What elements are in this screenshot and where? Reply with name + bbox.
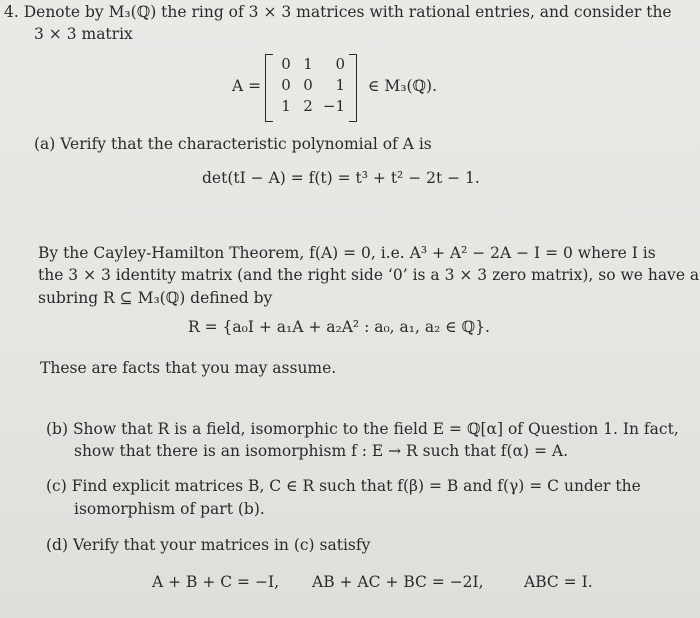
part-d-prompt: (d) Verify that your matrices in (c) satisfy <box>46 536 371 554</box>
part-c-line2: isomorphism of part (b). <box>74 500 265 518</box>
matrix-cell: 0 <box>303 76 313 94</box>
cayley-hamilton-line3: subring R ⊆ M₃(ℚ) defined by <box>38 289 273 307</box>
matrix-lhs: A = <box>232 77 262 95</box>
part-b-line2: show that there is an isomorphism f : E → R such that f(α) = A. <box>74 442 569 460</box>
matrix-cell: 0 <box>281 76 291 94</box>
assumption-note: These are facts that you may assume. <box>40 359 337 377</box>
matrix-cell: 1 <box>303 55 313 73</box>
matrix-a <box>265 54 357 120</box>
matrix-cell: −1 <box>322 97 345 115</box>
matrix-cell: 1 <box>335 76 345 94</box>
matrix-grid <box>275 55 349 118</box>
matrix-left-bracket <box>265 54 273 122</box>
matrix-cell: 0 <box>281 55 291 73</box>
problem-intro-line2: 3 × 3 matrix <box>34 25 133 43</box>
part-a-prompt: (a) Verify that the characteristic polynomial of A is <box>34 135 432 153</box>
part-c-line1: (c) Find explicit matrices B, C ∈ R such that f(β) = B and f(γ) = C under the <box>46 477 641 495</box>
matrix-right-bracket <box>349 54 357 122</box>
subring-definition: R = {a₀I + a₁A + a₂A² : a₀, a₁, a₂ ∈ ℚ}. <box>188 318 490 336</box>
matrix-cell: 2 <box>303 97 313 115</box>
part-d-equation-2: AB + AC + BC = −2I, <box>312 573 484 591</box>
matrix-cell: 0 <box>335 55 345 73</box>
cayley-hamilton-line1: By the Cayley-Hamilton Theorem, f(A) = 0, i.e. A³ + A² − 2A − I = 0 where I is <box>38 244 656 262</box>
characteristic-polynomial: det(tI − A) = f(t) = t³ + t² − 2t − 1. <box>202 169 480 187</box>
cayley-hamilton-line2: the 3 × 3 identity matrix (and the right side ‘0’ is a 3 × 3 zero matrix), so we have a <box>38 266 700 284</box>
part-d-equation-1: A + B + C = −I, <box>152 573 280 591</box>
matrix-membership: ∈ M₃(ℚ). <box>368 77 438 95</box>
part-d-equation-3: ABC = I. <box>524 573 593 591</box>
part-b-line1: (b) Show that R is a field, isomorphic to the field E = ℚ[α] of Question 1. In fact, <box>46 420 679 438</box>
problem-intro-line1: 4. Denote by M₃(ℚ) the ring of 3 × 3 matrices with rational entries, and consider the <box>4 3 672 21</box>
matrix-cell: 1 <box>281 97 291 115</box>
